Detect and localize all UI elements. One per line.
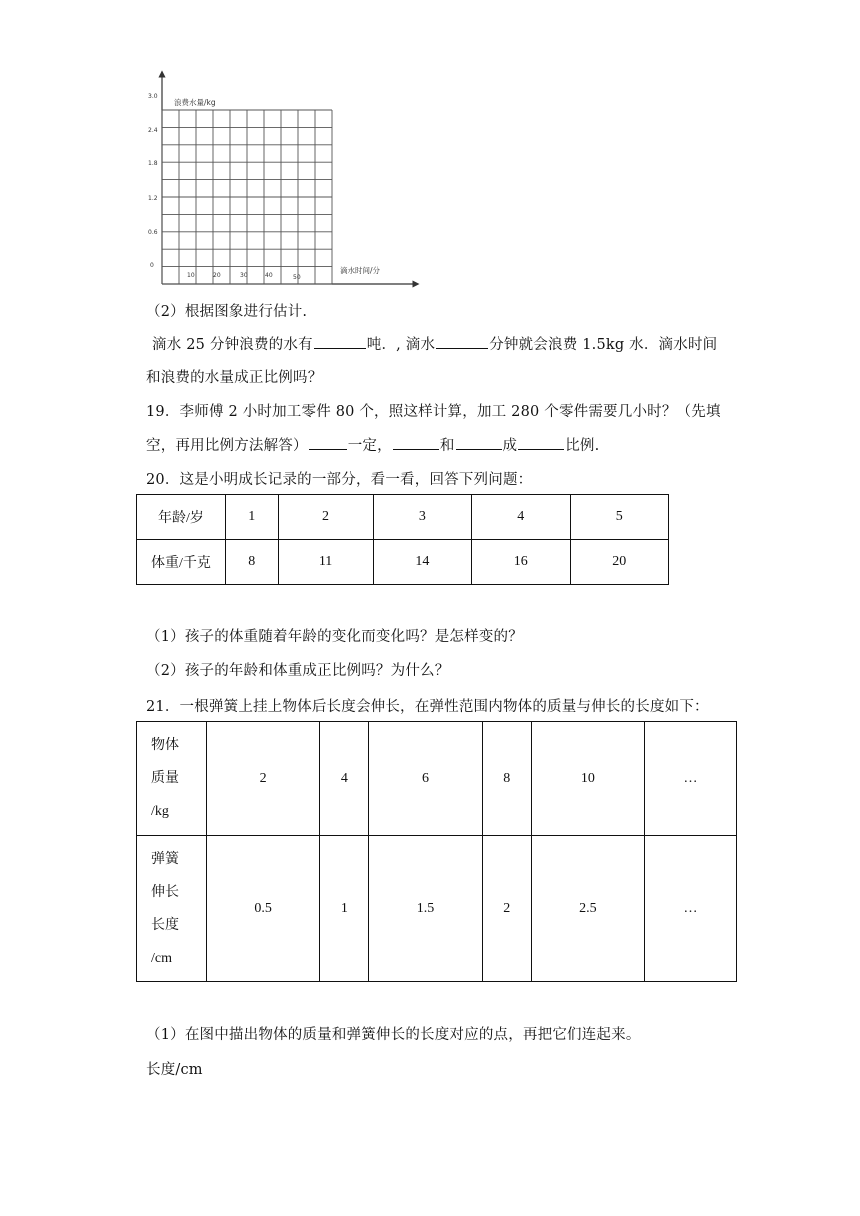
q19-text-e: 比例.	[565, 438, 600, 454]
spring-table	[136, 721, 737, 982]
table-cell: 16	[472, 540, 570, 585]
header-line: 弹簧	[151, 851, 179, 867]
header-line: 质量	[151, 771, 179, 786]
table-cell: 8	[226, 540, 279, 585]
table-row	[137, 722, 737, 836]
q20-title: 20．这是小明成长记录的一部分，看一看，回答下列问题：	[146, 472, 533, 488]
q20-sub1: （1）孩子的体重随着年龄的变化而变化吗？是怎样变的？	[146, 629, 523, 645]
q20-sub2: （2）孩子的年龄和体重成正比例吗？为什么？	[146, 663, 450, 679]
y-tick: 1.2	[148, 195, 158, 202]
table-cell: 年龄/岁	[137, 495, 226, 540]
table-cell: 2	[278, 495, 373, 540]
grid	[162, 110, 332, 284]
answer-blank[interactable]	[314, 334, 366, 349]
q18-text-b: 吨．, 滴水	[366, 337, 436, 353]
header-line: 伸长	[151, 884, 179, 900]
x-axis-label: 滴水时间/分	[340, 266, 381, 275]
table-cell: 2	[482, 836, 531, 982]
table-cell: 1	[226, 495, 279, 540]
y-tick: 0	[150, 262, 154, 269]
header-line: /cm	[151, 950, 172, 966]
table-cell: 8	[482, 722, 531, 836]
x-tick: 40	[265, 272, 273, 279]
q19-line2	[146, 434, 599, 455]
y-axis-label: 浪费水量/kg	[174, 98, 216, 107]
q18-line1	[152, 333, 717, 354]
q21-axis-label: 长度/cm	[146, 1062, 203, 1078]
q19-text-d: 成	[502, 438, 518, 454]
x-tick: 30	[240, 272, 248, 279]
table-row	[137, 540, 669, 585]
q18-line2: 和浪费的水量成正比例吗？	[146, 370, 323, 386]
header-line: /kg	[151, 804, 169, 819]
table-cell: …	[645, 836, 737, 982]
table-row	[137, 495, 669, 540]
row-header-length	[137, 836, 207, 982]
table-cell: 1.5	[369, 836, 482, 982]
table-cell: 20	[570, 540, 669, 585]
q19-text-c: 和	[439, 438, 455, 454]
y-tick: 1.8	[148, 160, 158, 167]
x-tick: 50	[293, 274, 301, 281]
table-cell: 2	[207, 722, 320, 836]
y-tick: 0.6	[148, 229, 158, 236]
table-cell: 11	[278, 540, 373, 585]
q19-line1: 19．李师傅 2 小时加工零件 80 个，照这样计算，加工 280 个零件需要几小时？（先填	[146, 404, 721, 420]
table-cell: 3	[373, 495, 471, 540]
answer-blank[interactable]	[393, 435, 439, 450]
x-tick: 10	[187, 272, 195, 279]
q21-title: 21．一根弹簧上挂上物体后长度会伸长，在弹性范围内物体的质量与伸长的长度如下：	[146, 699, 709, 715]
growth-table	[136, 494, 669, 585]
table-cell: 2.5	[531, 836, 644, 982]
table-cell: 10	[531, 722, 644, 836]
table-cell: 6	[369, 722, 482, 836]
q18-part2: （2）根据图象进行估计.	[146, 304, 308, 320]
q19-text-b: 一定，	[347, 438, 392, 454]
header-line: 长度	[151, 917, 179, 933]
y-tick: 2.4	[148, 127, 158, 134]
water-waste-graph	[140, 70, 420, 290]
table-row	[137, 836, 737, 982]
table-cell: 1	[320, 836, 369, 982]
table-cell: …	[645, 722, 737, 836]
x-tick: 20	[213, 272, 221, 279]
table-cell: 4	[472, 495, 570, 540]
table-cell: 5	[570, 495, 669, 540]
answer-blank[interactable]	[436, 334, 488, 349]
q18-text-c: 分钟就会浪费 1.5kg 水．滴水时间	[489, 337, 718, 353]
answer-blank[interactable]	[456, 435, 502, 450]
header-line: 物体	[151, 738, 179, 753]
table-cell: 体重/千克	[137, 540, 226, 585]
q21-sub1: （1）在图中描出物体的质量和弹簧伸长的长度对应的点，再把它们连起来。	[146, 1027, 641, 1043]
y-tick: 3.0	[148, 93, 158, 100]
table-cell: 0.5	[207, 836, 320, 982]
table-cell: 14	[373, 540, 471, 585]
q19-text-a: 空，再用比例方法解答）	[146, 438, 308, 454]
answer-blank[interactable]	[518, 435, 564, 450]
answer-blank[interactable]	[309, 435, 347, 450]
table-cell: 4	[320, 722, 369, 836]
q18-text-a: 滴水 25 分钟浪费的水有	[152, 337, 313, 353]
row-header-mass	[137, 722, 207, 836]
